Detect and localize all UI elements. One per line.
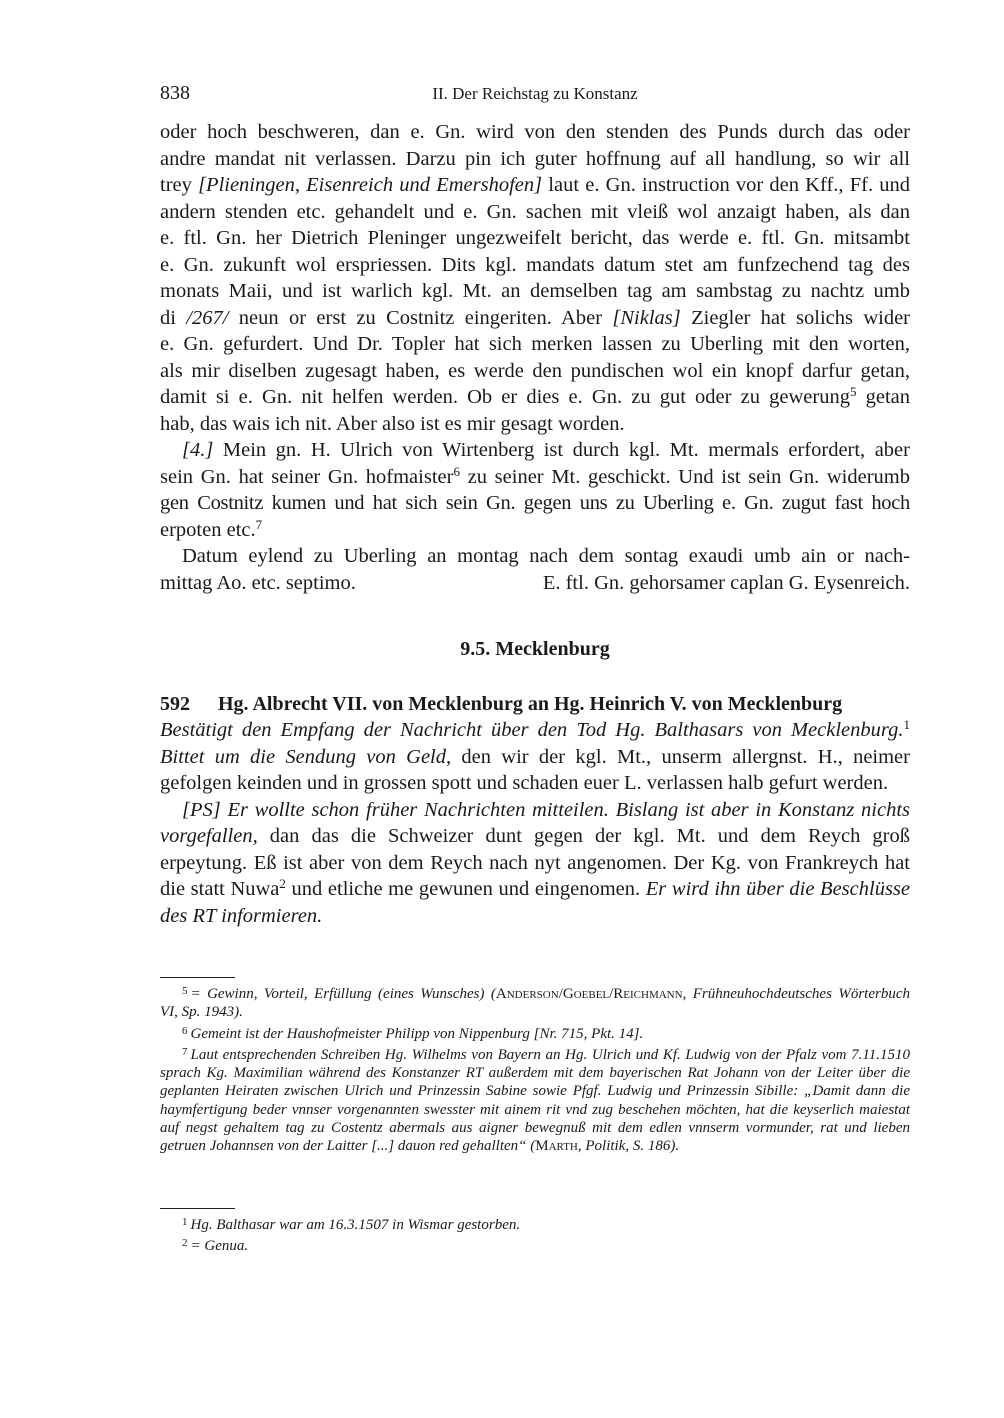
footnote-text: = Gewinn, Vorteil, Erfüllung (eines Wunsches) ( [190, 986, 496, 1002]
footnote-ref[interactable]: 7 [255, 516, 263, 532]
section-title: 9.5. Mecklenburg [460, 638, 610, 660]
footnote-number: 1 [182, 1216, 188, 1228]
footnote-7 [160, 1043, 910, 1156]
footnote-number: 5 [182, 985, 188, 997]
regest-paragraph [160, 717, 910, 797]
text-span: getan [856, 386, 910, 408]
footnote-2 [160, 1234, 910, 1255]
text-line: e. Gn. zukunft wol erspriessen. Dits kgl. mandats datum stet am funfzechend tag des [160, 253, 910, 276]
document-title: Hg. Albrecht VII. von Mecklenburg an Hg. Heinrich V. von Mecklenburg [218, 692, 843, 715]
quoted-text: dan das die Schweizer dunt gegen der kgl. Mt. und dem Reych groß erpeytung. Eß ist aber von dem Reych nach nyt angenomen. Der Kg. von Frankreych hat die statt Nuwa [160, 825, 910, 900]
text-line: andre mandat nit verlassen. Darzu pin ich guter hoffnung auf all handlung, so wir all [160, 147, 910, 170]
text-line: hab, das wais ich nit. Aber also ist es mir gesagt worden. [160, 412, 625, 435]
document-heading [160, 691, 910, 718]
text-span: Mein gn. H. Ulrich von Wirtenberg ist durch kgl. Mt. mermals erfordert, aber [213, 439, 910, 461]
letter-body [160, 119, 910, 929]
footnote-text: Gemeint ist der Haushofmeister Philipp von Nippenburg [Nr. 715, Pkt. 14]. [190, 1025, 644, 1042]
page [160, 80, 911, 1255]
text-span: erpoten etc. [160, 518, 256, 541]
footnote-text: = Genua. [190, 1238, 249, 1255]
text-line: e. ftl. Gn. her Dietrich Pleninger ungezweifelt bericht, das werde e. ftl. Gn. mitsambt [160, 227, 910, 249]
text-line [160, 464, 910, 491]
closing-line [160, 570, 910, 597]
running-title: II. Der Reichstag zu Konstanz [432, 84, 638, 103]
footnote-number: 6 [182, 1024, 188, 1037]
footnote-rule [160, 1208, 235, 1209]
text-line [160, 172, 910, 199]
signature: E. ftl. Gn. gehorsamer caplan G. Eysenreich. [542, 571, 910, 594]
document-footnotes [160, 1208, 910, 1256]
text-line: andern stenden etc. gehandelt und e. Gn. sachen mit vleiß wol anzaigt haben, als dan [160, 200, 910, 223]
folio-marker: /267/ [186, 306, 229, 329]
text-line: als mir diselben zugesagt haben, es werde den pundischen wol ein knopf darfur getan, [160, 359, 910, 382]
text-span: zu seiner Mt. geschickt. Und ist sein Gn. widerumb [459, 465, 910, 488]
text-line [160, 437, 910, 464]
author-names: Marth [535, 1138, 578, 1155]
text-line: oder hoch beschweren, dan e. Gn. wird von den stenden des Punds durch das oder [160, 121, 910, 143]
regest-text: Bestätigt den Empfang der Nachricht über den Tod Hg. Balthasars von Mecklenburg. [160, 719, 904, 741]
text-line [160, 305, 910, 332]
footnote-text: , Politik, S. 186). [577, 1138, 680, 1155]
document-number: 592 [160, 692, 190, 715]
regest-text: [PS] Er wollte schon früher Nachrichten mitteilen. Bislang ist aber in Konstanz nichts vorgefallen, [160, 798, 910, 847]
footnote-text: Hg. Balthasar war am 16.3.1507 in Wismar gestorben. [190, 1217, 521, 1233]
text-line: gen Costnitz kumen und hat sich sein Gn. gegen uns zu Uberling e. Gn. zugut fast hoch [160, 492, 910, 514]
text-line [160, 384, 910, 411]
footnote-rule [160, 977, 235, 978]
text-line: monats Maii, und ist warlich kgl. Mt. an demselben tag am sambstag zu nachtz umb [160, 280, 910, 302]
footnote-6 [160, 1022, 910, 1043]
footnote-ref[interactable]: 1 [903, 717, 910, 732]
text-span: sein Gn. hat seiner Gn. hofmaister [160, 465, 454, 488]
text-span: neun or erst zu Costnitz eingeriten. Aber [228, 306, 613, 329]
quoted-text: und etliche me gewunen und eingenomen. [285, 878, 646, 900]
text-span: laut e. Gn. instruction vor den Kff., Ff. und [542, 174, 911, 196]
editorial-insertion: [Plieningen, Eisenreich und Emershofen] [198, 174, 543, 196]
letter-footnotes [160, 977, 910, 1156]
text-span: di [160, 306, 187, 329]
regest-text: Bittet um die Sendung von Geld, [160, 745, 452, 768]
footnote-ref[interactable]: 2 [279, 876, 286, 891]
footnote-1 [160, 1213, 910, 1234]
regest-text: Er wird ihn über die Beschlüsse des RT informieren. [160, 878, 910, 927]
footnote-ref[interactable]: 6 [453, 463, 460, 479]
text-line: Datum eylend zu Uberling an montag nach dem sontag exaudi umb ain or nach- [182, 545, 910, 567]
dating-clause: mittag Ao. etc. septimo. [160, 571, 356, 594]
page-number: 838 [160, 82, 190, 104]
footnote-number: 2 [182, 1237, 188, 1250]
text-span: Ziegler hat solichs wider [680, 306, 910, 329]
footnote-text: Laut entsprechenden Schreiben Hg. Wilhelms von Bayern an Hg. Ulrich und Kf. Ludwig von der Pfalz vom 7.11.1510 sprach Kg. Maximilian während des Konstanzer RT außerdem mit dem bayerischen Rat Johann von der Leiter über die geplanten Heiraten zwischen Ulrich und Prinzessin Sabine sowie Pfgf. Ludwig und Prinzessin Sibille: „Damit dann die haymfertigung beder vnnser vorgenannten swesster mit ainem rit vnd zug beschehen möchten, hat die keyserlich maiestat auf negst gehaltem tag zu Costentz abermals aus aigner bewegnuß mit dem edlen vnnserm vormunder, rat und lieben getruen Johannsen von der Laitter [...] dauon red gehallten“ ( [160, 1046, 910, 1155]
footnote-5 [160, 982, 910, 1022]
quoted-text: den wir der kgl. Mt., unserm allergnst. H., neimer gefolgen keinden und in grossen spott und schaden euer L. verlassen halb gefurt werden. [160, 745, 910, 794]
text-span: trey [160, 174, 199, 196]
text-line: e. Gn. gefurdert. Und Dr. Topler hat sich merken lassen zu Uberling mit den worten, [160, 333, 910, 355]
editorial-insertion: [Niklas] [612, 306, 681, 329]
text-line [160, 517, 910, 544]
text-span: damit si e. Gn. nit helfen werden. Ob er dies e. Gn. zu gut oder zu gewerung [160, 386, 850, 408]
postscript-paragraph [160, 797, 910, 930]
running-head [160, 80, 910, 110]
footnote-text: , Frühneuhochdeutsches Wörterbuch VI, Sp. 1943). [160, 986, 910, 1021]
footnote-ref[interactable]: 5 [849, 384, 857, 399]
paragraph-marker: [4.] [182, 439, 214, 461]
author-names: Anderson/Goebel/Reichmann [495, 986, 683, 1002]
footnote-number: 7 [182, 1045, 188, 1058]
